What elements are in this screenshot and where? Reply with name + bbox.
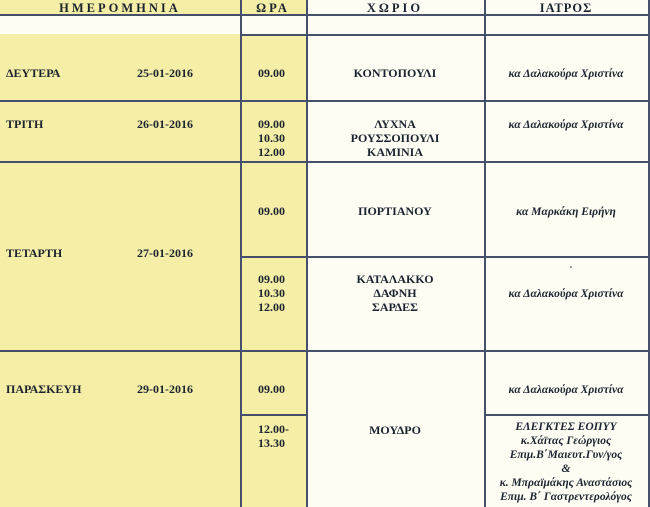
village-name: ΚΑΜΙΝΙΑ [367,145,423,159]
time-value: 09.00 [258,272,285,286]
time-value: 09.00 [258,382,285,396]
doctor-line: κ. Μπραϊμάκης Αναστάσιος [499,477,633,489]
village-name: ΔΑΦΝΗ [373,286,417,300]
grid-line [240,414,306,416]
time-value: 12.00 [258,300,285,314]
time-value: 09.00 [258,66,285,80]
date-value: 26-01-2016 [137,117,193,131]
time-value: 12.00 [258,145,285,159]
date-value: 25-01-2016 [137,66,193,80]
village-name: ΜΟΥΔΡΟ [369,423,421,437]
village-name: ΡΟΥΣΣΟΠΟΥΛΙ [350,131,440,145]
time-value: 10.30 [258,286,285,300]
header-time: ΩΡΑ [256,1,290,15]
day-label: ΠΑΡΑΣΚΕΥΗ [6,382,82,396]
village-name: ΠΟΡΤΙΑΝΟΥ [358,204,432,218]
time-value: 10.30 [258,131,285,145]
time-value: 13.30 [258,436,285,450]
doctor-line: ΕΛΕΓΚΤΕΣ ΕΟΠΥΥ [515,421,617,433]
header-village: ΧΩΡΙΟ [366,1,424,15]
time-value: 09.00 [258,204,285,218]
doctor-line: κ.Χάϊτας Γεώργιος [520,435,612,447]
header-doctor: ΙΑΤΡΟΣ [539,1,593,15]
header-date: ΗΜΕΡΟΜΗΝΙΑ [59,1,181,15]
day-label: ΤΡΙΤΗ [6,117,44,131]
doctor-name: κα Δαλακούρα Χριστίνα [508,68,624,80]
scan-speck [570,266,572,268]
grid-line [484,414,650,416]
time-gap-1 [240,14,306,34]
village-name: ΚΟΝΤΟΠΟΥΛΙ [353,66,437,80]
doctor-line: Επιμ. Β΄ Γαστρεντερολόγος [500,491,632,503]
grid-line [0,100,650,102]
grid-line [240,34,650,36]
doctor-name: κα Δαλακούρα Χριστίνα [508,288,624,300]
village-name: ΣΑΡΔΕΣ [372,300,418,314]
date-value: 29-01-2016 [137,382,193,396]
grid-line [0,350,650,352]
day-label: ΤΕΤΑΡΤΗ [6,246,63,260]
day-label: ΔΕΥΤΕΡΑ [6,66,61,80]
time-value: 09.00 [258,117,285,131]
date-value: 27-01-2016 [137,246,193,260]
grid-line [648,0,650,507]
doctor-name: κα Δαλακούρα Χριστίνα [508,384,624,396]
grid-line [0,161,650,163]
date-gap-1 [0,14,240,34]
village-name: ΛΥΧΝΑ [374,117,416,131]
doctor-name: κα Μαρκάκη Ειρήνη [516,206,616,218]
doctor-name: κα Δαλακούρα Χριστίνα [508,119,624,131]
doctor-line: Επιμ.Β΄Μαιευτ.Γυν/γος [509,449,623,461]
grid-line [240,256,650,258]
village-name: ΚΑΤΑΛΑΚΚΟ [356,272,434,286]
doctor-line: & [561,463,571,475]
grid-line [240,0,242,507]
time-value: 12.00- [258,422,289,436]
